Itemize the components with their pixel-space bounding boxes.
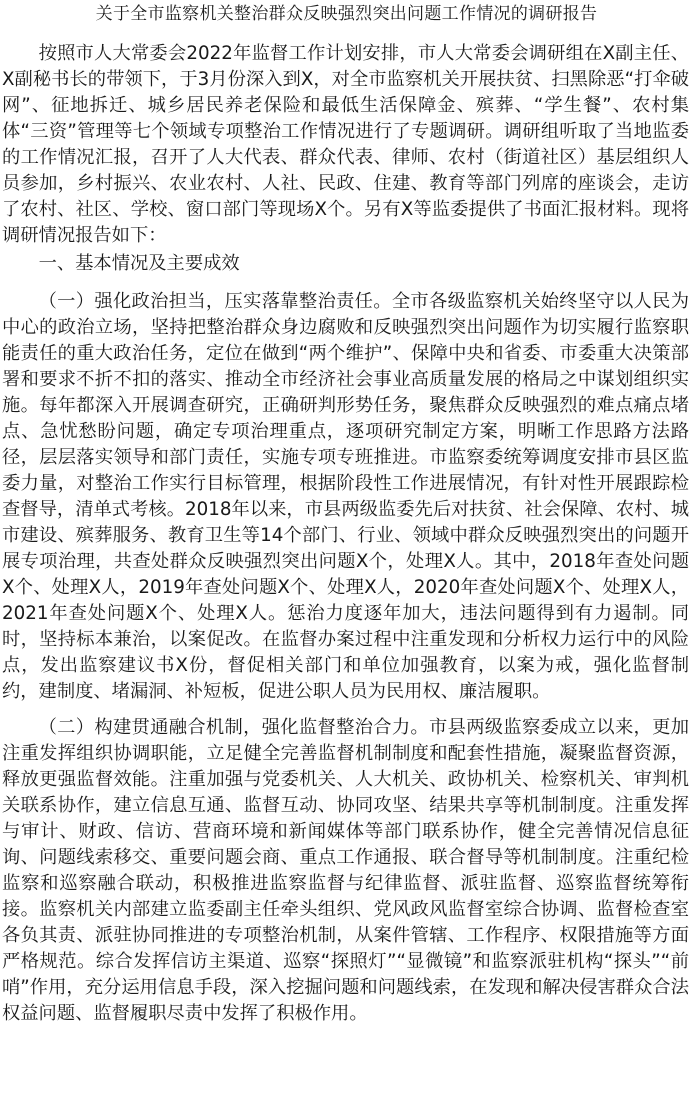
body-paragraph-1: （一）强化政治担当，压实落靠整治责任。全市各级监察机关始终坚守以人民为中心的政治立场，坚持把整治群众身边腐败和反映强烈突出问题作为切实履行监察职能责任的重大政治任务，定位在做到“两个维护”、保障中央和省委、市委重大决策部署和要求不折不扣的落实、推动全市经济社会事业高质量发展的格局之中谋划组织实施。每年都深入开展调查研究，正确研判形势任务，聚焦群众反映强烈的难点痛点堵点、急忧愁盼问题，确定专项治理重点，逐项研究制定方案，明晰工作思路方法路径，层层落实领导和部门责任，实施专项专班推进。市监察委统筹调度安排市县区监委力量，对整治工作实行目标管理，根据阶段性工作进展情况，有针对性开展跟踪检查督导，清单式考核。2018年以来，市县两级监委先后对扶贫、社会保障、农村、城市建设、殡葬服务、教育卫生等14个部门、行业、领域中群众反映强烈突出的问题开展专项治理，共查处群众反映强烈突出问题X个，处理X人。其中，2018年查处问题X个、处理X人，2019年查处问题X个、处理X人，2020年查处问题X个、处理X人，2021年查处问题X个、处理X人。惩治力度逐年加大，违法问题得到有力遏制。同时，坚持标本兼治，以案促改。在监督办案过程中注重发现和分析权力运行中的风险点，发出监察建议书X份，督促相关部门和单位加强教育，以案为戒，强化监督制约，建制度、堵漏洞、补短板，促进公职人员为民用权、廉洁履职。 xyxy=(2,291,689,702)
document-title: 关于全市监察机关整治群众反映强烈突出问题工作情况的调研报告 xyxy=(95,4,598,24)
intro-paragraph: 按照市人大常委会2022年监督工作计划安排，市人大常委会调研组在X副主任、X副秘书长的带领下，于3月份深入到X，对全市监察机关开展扶贫、扫黑除恶“打伞破网”、征地拆迁、城乡居民养老保险和最低生活保障金、殡葬、“学生餐”、农村集体“三资”管理等七个领域专项整治工作情况进行了专题调研。调研组听取了当地监委的工作情况汇报，召开了人大代表、群众代表、律师、农村（街道社区）基层组织人员参加，乡村振兴、农业农村、人社、民政、住建、教育等部门列席的座谈会，走访了农村、社区、学校、窗口部门等现场X个。另有X等监委提供了书面汇报材料。现将调研情况报告如下： xyxy=(2,43,689,246)
section-heading: 一、基本情况及主要成效 xyxy=(38,253,240,274)
body-paragraph-2: （二）构建贯通融合机制，强化监督整治合力。市县两级监察委成立以来，更加注重发挥组织协调职能，立足健全完善监督机制制度和配套性措施，凝聚监督资源，释放更强监督效能。注重加强与党委机关、人大机关、政协机关、检察机关、审判机关联系协作，建立信息互通、监督互动、协同攻坚、结果共享等机制制度。注重发挥与审计、财政、信访、营商环境和新闻媒体等部门联系协作，健全完善情况信息征询、问题线索移交、重要问题会商、重点工作通报、联合督导等机制制度。注重纪检监察和巡察融合联动，积极推进监察监督与纪律监督、派驻监督、巡察监督统筹衔接。监察机关内部建立监委副主任牵头组织、党风政风监督室综合协调、监督检查室各负其责、派驻协同推进的专项整治机制，从案件管辖、工作程序、权限措施等方面严格规范。综合发挥信访主渠道、巡察“探照灯”“显微镜”和监察派驻机构“探头”“前哨”作用，充分运用信息手段，深入挖掘问题和问题线索，在发现和解决侵害群众合法权益问题、监督履职尽责中发挥了积极作用。 xyxy=(2,717,689,1024)
